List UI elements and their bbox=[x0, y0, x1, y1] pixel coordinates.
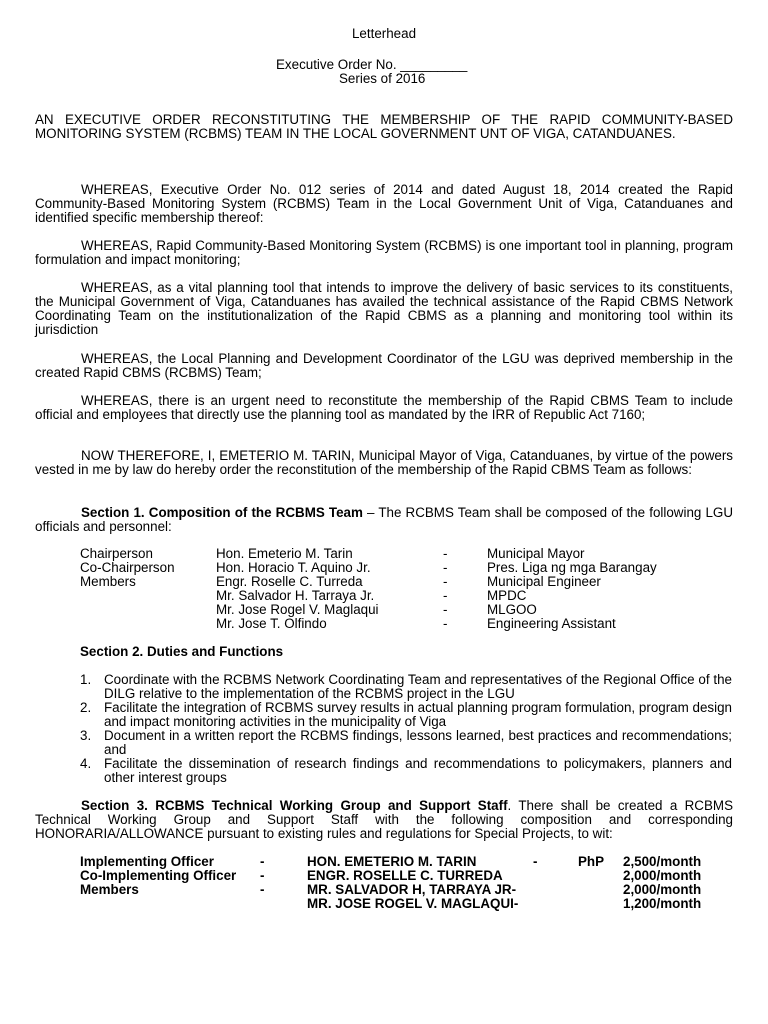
composition-row bbox=[0, 589, 768, 603]
twg-dash: - bbox=[533, 854, 538, 869]
composition-name: Hon. Horacio T. Aquino Jr. bbox=[216, 560, 371, 575]
composition-row bbox=[0, 561, 768, 575]
twg-dash: - bbox=[260, 868, 265, 883]
duty-text: Coordinate with the RCBMS Network Coordinating Team and representatives of the Regional Office of the DILG relative to the implementation of the RCBMS project in the LGU bbox=[104, 672, 732, 701]
composition-position: MPDC bbox=[487, 588, 527, 603]
section-1-paragraph bbox=[35, 506, 733, 534]
duty-text: Document in a written report the RCBMS findings, lessons learned, best practices and recommendations; and bbox=[104, 728, 732, 757]
composition-role: Members bbox=[80, 574, 136, 589]
twg-name: ENGR. ROSELLE C. TURREDA bbox=[307, 868, 503, 883]
twg-row bbox=[0, 897, 768, 911]
twg-amount: 1,200/month bbox=[623, 896, 702, 911]
composition-position: Engineering Assistant bbox=[487, 616, 616, 631]
duties-list bbox=[80, 673, 732, 785]
twg-currency: PhP bbox=[578, 854, 605, 869]
duty-number: 1. bbox=[80, 672, 92, 687]
executive-order-number: Executive Order No. _________ bbox=[276, 57, 468, 72]
composition-dash: - bbox=[443, 574, 448, 589]
duty-number: 2. bbox=[80, 700, 92, 715]
composition-row bbox=[0, 547, 768, 561]
whereas-paragraph-5: WHEREAS, there is an urgent need to reconstitute the membership of the Rapid CBMS Team to include official and employees that directly use the planning tool as mandated by the IRR of Republic Act 7160; bbox=[35, 393, 733, 422]
composition-position: Municipal Mayor bbox=[487, 546, 585, 561]
composition-dash: - bbox=[443, 546, 448, 561]
twg-dash: - bbox=[260, 882, 265, 897]
series-year: Series of 2016 bbox=[339, 71, 426, 86]
whereas-paragraph-3: WHEREAS, as a vital planning tool that intends to improve the delivery of basic services to its constituents, the Municipal Government of Viga, Catanduanes has availed the technical assistance of the Rapid CBMS Network Coordinating Team on the institutionalization of the Rapid CBMS as a planning and monitoring tool within its jurisdiction bbox=[35, 280, 733, 337]
composition-position: Municipal Engineer bbox=[487, 574, 601, 589]
duty-item bbox=[80, 673, 732, 701]
composition-role: Chairperson bbox=[80, 546, 153, 561]
twg-name: MR. JOSE ROGEL V. MAGLAQUI- bbox=[307, 896, 519, 911]
twg-row bbox=[0, 869, 768, 883]
duty-number: 4. bbox=[80, 756, 92, 771]
whereas-paragraph-2: WHEREAS, Rapid Community-Based Monitoring System (RCBMS) is one important tool in planning, program formulation and impact monitoring; bbox=[35, 238, 733, 267]
composition-row bbox=[0, 603, 768, 617]
composition-name: Hon. Emeterio M. Tarin bbox=[216, 546, 353, 561]
twg-amount: 2,000/month bbox=[623, 868, 702, 883]
section-3-text: . There shall be created a RCBMS Technical Working Group and Support Staff with the following composition and corresponding HONORARIA/ALLOWANCE pursuant to existing rules and regulations for Special Projects, to wit: bbox=[35, 798, 733, 841]
duty-number: 3. bbox=[80, 728, 92, 743]
section-3-heading: Section 3. RCBMS Technical Working Group and Support Staff bbox=[81, 798, 508, 813]
composition-name: Mr. Salvador H. Tarraya Jr. bbox=[216, 588, 375, 603]
twg-row bbox=[0, 883, 768, 897]
composition-dash: - bbox=[443, 588, 448, 603]
composition-dash: - bbox=[443, 560, 448, 575]
composition-row bbox=[0, 617, 768, 631]
duty-item bbox=[80, 757, 732, 785]
composition-role: Co-Chairperson bbox=[80, 560, 175, 575]
section-1-text: – The RCBMS Team shall be composed of the following LGU officials and personnel: bbox=[35, 505, 733, 534]
twg-name: HON. EMETERIO M. TARIN bbox=[307, 854, 477, 869]
twg-name: MR. SALVADOR H, TARRAYA JR- bbox=[307, 882, 517, 897]
composition-row bbox=[0, 575, 768, 589]
duty-item bbox=[80, 729, 732, 757]
twg-role: Co-Implementing Officer bbox=[80, 868, 237, 883]
section-1-heading: Section 1. Composition of the RCBMS Team bbox=[81, 505, 363, 520]
twg-dash: - bbox=[260, 854, 265, 869]
composition-position: MLGOO bbox=[487, 602, 537, 617]
letterhead: Letterhead bbox=[351, 26, 417, 41]
twg-role: Implementing Officer bbox=[80, 854, 214, 869]
duty-text: Facilitate the integration of RCBMS survey results in actual planning program formulation, program design and impact monitoring activities in the municipality of Viga bbox=[104, 700, 732, 729]
twg-row bbox=[0, 855, 768, 869]
composition-name: Engr. Roselle C. Turreda bbox=[216, 574, 363, 589]
composition-name: Mr. Jose T. Olfindo bbox=[216, 616, 327, 631]
now-therefore-paragraph: NOW THEREFORE, I, EMETERIO M. TARIN, Municipal Mayor of Viga, Catanduanes, by virtue of the powers vested in me by law do hereby order the reconstitution of the membership of the Rapid CBMS Team as follows: bbox=[35, 448, 733, 477]
whereas-paragraph-4: WHEREAS, the Local Planning and Development Coordinator of the LGU was deprived membership in the created Rapid CBMS (RCBMS) Team; bbox=[35, 351, 733, 380]
twg-amount: 2,000/month bbox=[623, 882, 702, 897]
twg-role: Members bbox=[80, 882, 139, 897]
twg-amount: 2,500/month bbox=[623, 854, 702, 869]
section-2-heading: Section 2. Duties and Functions bbox=[80, 644, 284, 659]
section-3-paragraph bbox=[35, 799, 733, 841]
composition-position: Pres. Liga ng mga Barangay bbox=[487, 560, 657, 575]
whereas-paragraph-1: WHEREAS, Executive Order No. 012 series of 2014 and dated August 18, 2014 created the Rapid Community-Based Monitoring System (RCBMS) Team in the Local Government Unit of Viga, Catanduanes and identified specific membership thereof: bbox=[35, 182, 733, 225]
composition-dash: - bbox=[443, 616, 448, 631]
composition-name: Mr. Jose Rogel V. Maglaqui bbox=[216, 602, 379, 617]
duty-text: Facilitate the dissemination of research findings and recommendations to policymakers, planners and other interest groups bbox=[104, 756, 732, 785]
order-title: AN EXECUTIVE ORDER RECONSTITUTING THE MEMBERSHIP OF THE RAPID COMMUNITY-BASED MONITORING SYSTEM (RCBMS) TEAM IN THE LOCAL GOVERNMENT UNT OF VIGA, CATANDUANES. bbox=[35, 112, 733, 141]
composition-dash: - bbox=[443, 602, 448, 617]
duty-item bbox=[80, 701, 732, 729]
